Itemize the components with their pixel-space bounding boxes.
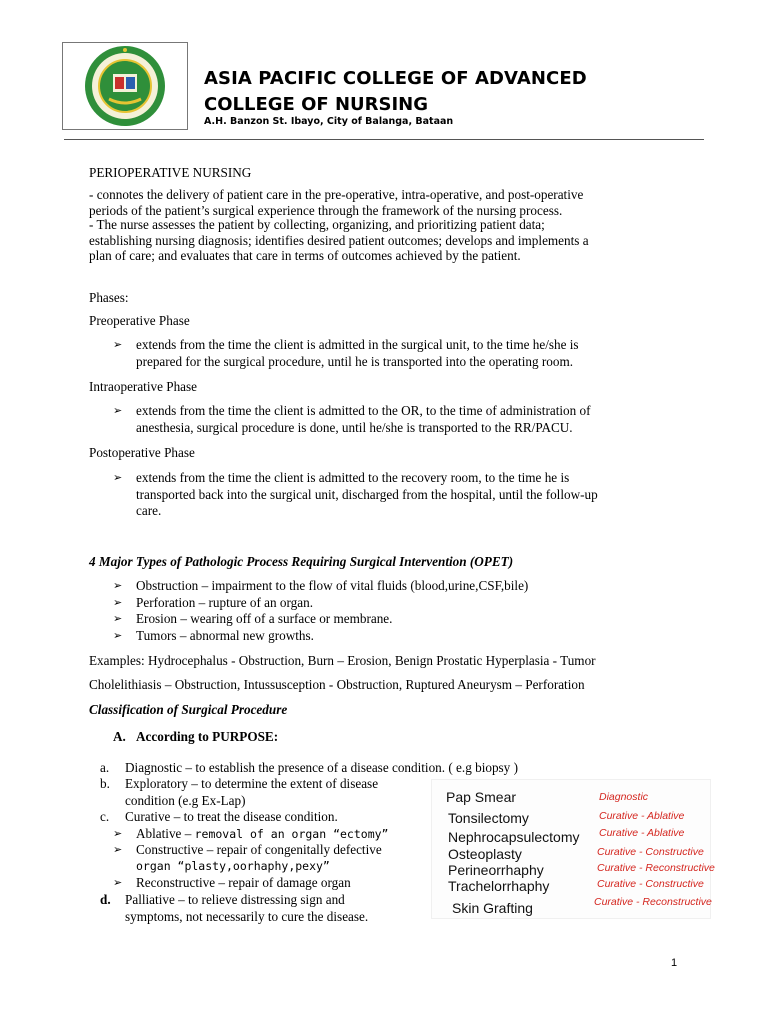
phase-description: extends from the time the client is admitted in the surgical unit, to the time he/she is (136, 337, 579, 352)
curative-constructive: Constructive – repair of congenitally defective (136, 842, 382, 857)
intro-line: establishing nursing diagnosis; identifies desired patient outcomes; develops and implements a (89, 233, 589, 248)
list-label: c. (100, 809, 110, 824)
phase-description: transported back into the surgical unit, discharged from the hospital, until the follow-up (136, 487, 598, 502)
procedure-name: Tonsilectomy (448, 810, 529, 826)
procedure-class: Curative - Constructive (597, 878, 704, 890)
phase-name: Preoperative Phase (89, 313, 190, 328)
phase-description: care. (136, 503, 162, 518)
list-label: a. (100, 760, 110, 775)
college-name-line1: ASIA PACIFIC COLLEGE OF ADVANCED (204, 68, 587, 89)
procedure-class: Diagnostic (599, 791, 649, 803)
arrow-bullet-icon: ➢ (113, 596, 123, 609)
ablative-definition: removal of an organ “ectomy” (194, 827, 389, 841)
arrow-bullet-icon: ➢ (113, 338, 123, 351)
procedure-class: Curative - Reconstructive (594, 896, 712, 908)
college-address: A.H. Banzon St. Ibayo, City of Balanga, Bataan (204, 116, 454, 127)
intro-line: - connotes the delivery of patient care in the pre-operative, intra-operative, and post-operative (89, 187, 584, 202)
phase-description: extends from the time the client is admitted to the recovery room, to the time he is (136, 470, 570, 485)
opet-item: Tumors – abnormal new growths. (136, 628, 314, 643)
arrow-bullet-icon: ➢ (113, 471, 123, 484)
list-label: d. (100, 892, 111, 907)
page-number: 1 (671, 957, 678, 969)
college-name-line2: COLLEGE OF NURSING (204, 94, 428, 115)
college-seal-icon (63, 43, 187, 129)
phase-description: extends from the time the client is admitted to the OR, to the time of administration of (136, 403, 591, 418)
phase-description: anesthesia, surgical procedure is done, until he/she is transported to the RR/PACU. (136, 420, 573, 435)
classification-heading: Classification of Surgical Procedure (89, 702, 288, 717)
examples-line: Cholelithiasis – Obstruction, Intussusception - Obstruction, Ruptured Aneurysm – Perforation (89, 677, 585, 692)
procedure-name: Trachelorrhaphy (448, 878, 550, 894)
phase-name: Intraoperative Phase (89, 379, 198, 394)
purpose-exploratory: Exploratory – to determine the extent of disease (125, 776, 379, 791)
procedure-name: Nephrocapsulectomy (448, 829, 580, 845)
procedure-name: Pap Smear (446, 789, 517, 805)
arrow-bullet-icon: ➢ (113, 876, 123, 889)
procedure-name: Perineorrhaphy (448, 862, 544, 878)
examples-line: Examples: Hydrocephalus - Obstruction, Burn – Erosion, Benign Prostatic Hyperplasia - Tumor (89, 653, 596, 668)
subheading-purpose: According to PURPOSE: (136, 729, 279, 744)
intro-line: periods of the patient’s surgical experience through the framework of the nursing process. (89, 203, 563, 218)
procedure-class: Curative - Ablative (599, 827, 685, 839)
phase-name: Postoperative Phase (89, 445, 195, 460)
procedure-class: Curative - Ablative (599, 810, 685, 822)
opet-item: Erosion – wearing off of a surface or membrane. (136, 611, 393, 626)
phases-label: Phases: (89, 290, 129, 305)
intro-line: - The nurse assesses the patient by collecting, organizing, and prioritizing patient data; (89, 217, 545, 232)
list-label: b. (100, 776, 110, 791)
college-logo-frame (62, 42, 188, 130)
procedure-name: Osteoplasty (448, 846, 522, 862)
purpose-exploratory: condition (e.g Ex-Lap) (125, 793, 246, 808)
arrow-bullet-icon: ➢ (113, 843, 123, 856)
procedure-name: Skin Grafting (452, 900, 533, 916)
purpose-diagnostic: Diagnostic – to establish the presence of a disease condition. ( e.g biopsy ) (125, 760, 518, 775)
arrow-bullet-icon: ➢ (113, 629, 123, 642)
ablative-label: Ablative – (136, 826, 195, 841)
procedure-class: Curative - Reconstructive (597, 862, 715, 874)
arrow-bullet-icon: ➢ (113, 579, 123, 592)
curative-ablative (136, 826, 388, 842)
curative-reconstructive: Reconstructive – repair of damage organ (136, 875, 351, 890)
purpose-palliative: Palliative – to relieve distressing sign and (125, 892, 345, 907)
purpose-curative: Curative – to treat the disease condition. (125, 809, 338, 824)
document-title: PERIOPERATIVE NURSING (89, 165, 252, 180)
purpose-palliative (125, 909, 368, 925)
arrow-bullet-icon: ➢ (113, 404, 123, 417)
subheading-letter: A. (113, 729, 126, 744)
opet-item: Obstruction – impairment to the flow of vital fluids (blood,urine,CSF,bile) (136, 578, 529, 593)
intro-line: plan of care; and evaluates that care in terms of outcomes achieved by the patient. (89, 248, 521, 263)
arrow-bullet-icon: ➢ (113, 827, 123, 840)
arrow-bullet-icon: ➢ (113, 612, 123, 625)
opet-heading: 4 Major Types of Pathologic Process Requiring Surgical Intervention (OPET) (89, 554, 514, 569)
curative-constructive: organ “plasty,oorhaphy,pexy” (136, 859, 330, 873)
phase-description: prepared for the surgical procedure, until he is transported into the operating room. (136, 354, 574, 369)
palliative-line: symptoms, not necessarily to cure the disease. (125, 909, 369, 924)
procedure-class: Curative - Constructive (597, 846, 704, 858)
header-divider (64, 139, 704, 140)
opet-item: Perforation – rupture of an organ. (136, 595, 314, 610)
